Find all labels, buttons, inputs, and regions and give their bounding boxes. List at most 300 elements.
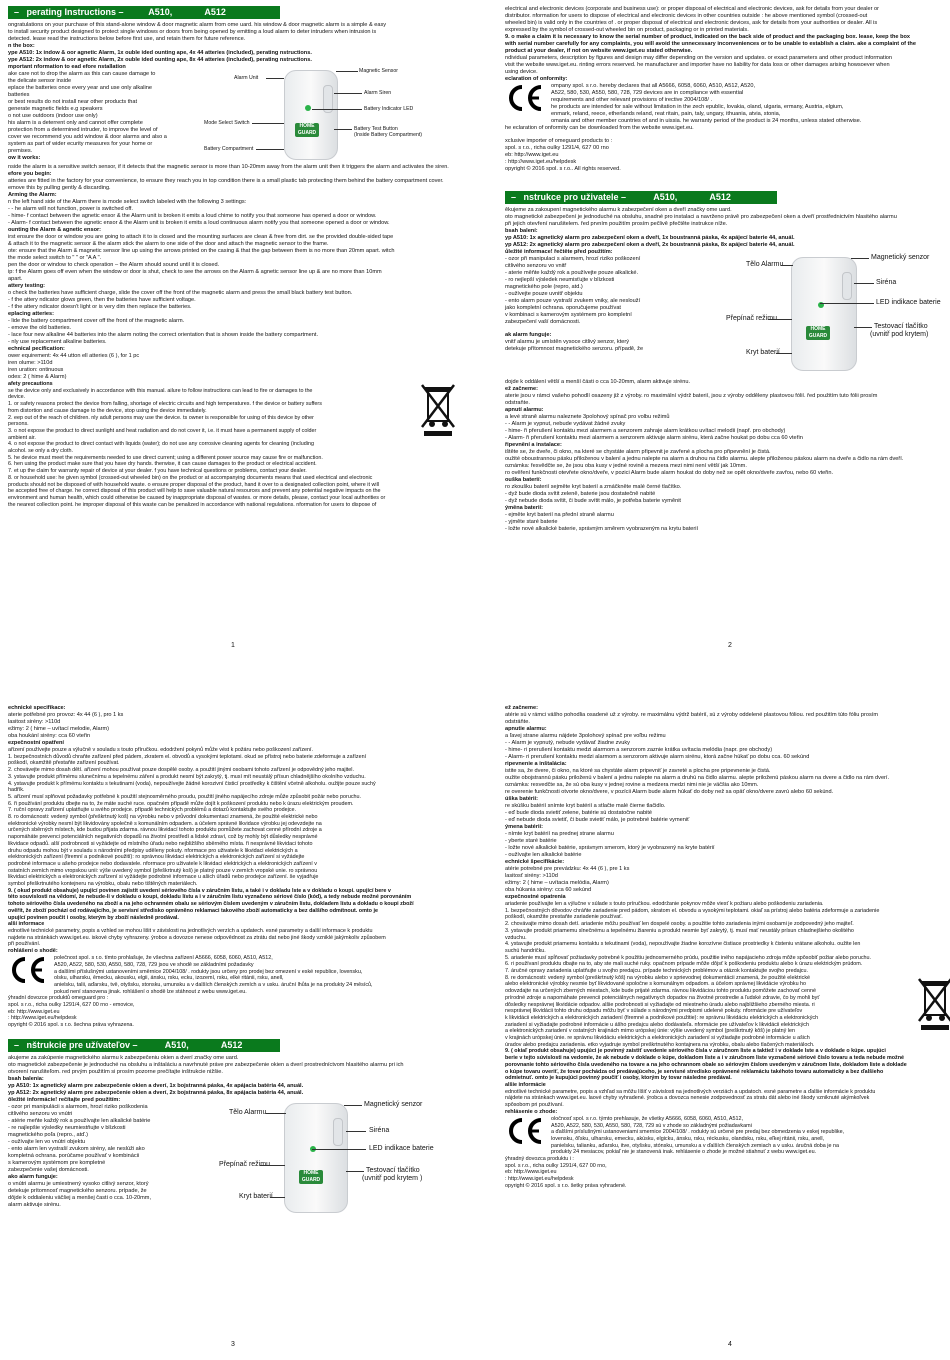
more-line: při používání. — [8, 941, 41, 948]
box-item: yp A510: 1x agnetický alarm pro zabezpečení oken a dveří, 1x boustranná páska, 4x apájecí baterie 44, anuál. — [505, 235, 795, 241]
important-line: his alarm is a deterrent only and cannot offer complete — [8, 120, 143, 126]
intro-line: ongratulations on your purchase of this stand-alone window & door magnetic alarm from ome uard. his window & door magnetic alarm is a simple & easy — [8, 22, 387, 28]
replace-title: ýměna baterií: — [505, 505, 543, 511]
home-guard-logo: HOME GUARD — [299, 1170, 323, 1184]
importer-line: eb: http://www.iget.eu — [8, 1008, 60, 1015]
importer-line: : http://www.iget.eu/helpdesk — [505, 1176, 574, 1183]
safety-line: vzduchu. — [505, 934, 527, 941]
tech-line: ežimy: 2 ( hime – uvítací melodie, Alarm) — [8, 726, 110, 732]
importer-line: opyright © 2016 spol. s r.o.. All rights reserved. — [505, 166, 621, 172]
important-line: - ento alarm pouze vystraší zvukem vniky, ale neslouží — [505, 298, 641, 304]
tech-line: aterie potřebné pro provoz: 4x 44 (6 ), pro 1 ks — [8, 712, 124, 718]
figure-label: Tělo Alarmu — [746, 261, 784, 268]
disposal-line: expressed by the symbol of crossed-out wheeled bin on product, packaging or in printed materials. — [505, 27, 749, 33]
doc-line: polečnost spol. s r.o. tímto prohlašuje, že všechna zařízení A5666, 6058, 6060, A510, A512, — [54, 955, 273, 962]
intro-line: otvorení narušiteľom. red prvým použitím si prosím pozorne prečítajte inštrukcie nižšie. — [8, 1068, 223, 1075]
more-title: alšie informácie — [505, 1081, 546, 1088]
home-guard-logo: HOME GUARD — [295, 123, 319, 137]
important-line: jako kompletní ochrana. oporučujeme používat — [505, 305, 621, 311]
claim-line: odmietnuť. omto je kupujúci povinný poučiť i osoby, ktorým by tovar následne predával. — [505, 1075, 732, 1082]
mounting-line: & attach it to the magnetic sensor & the alarm stick the alarm to one side of the door and attach the magnetic sensor to the frame. — [8, 241, 329, 247]
safety-line: hadřík. — [8, 787, 25, 794]
more-line: nájdete na stránkach www.iget.eu. laové chyby vyhradené. ýrobca a dovozca nenesie zodpovednosť za stratu dát alebo iné škody vzniknuté akýmkoľvek — [505, 1095, 870, 1102]
ce-mark-icon — [505, 1116, 545, 1146]
importer-line: spol. s r.o., richa oulky 1291/4, 627 00 rno - emovice, — [8, 1002, 135, 1009]
arming-line: a ľavej strane alarmu nájdete 3polohový spínač pre voľbu režimu — [505, 733, 666, 739]
important-line: kompletná ochrana. porúčame používať v kombinácii — [8, 1152, 140, 1159]
figure-label: Kryt baterií — [746, 349, 780, 356]
doc-title: eclaration of onformity: — [505, 76, 568, 82]
safety-line: likvidaci elektrických a elektronických zařízení si vyžádejte podrobné informace u ašich úřadů nebo prodejce zařízení. še vyjadřuje — [8, 874, 319, 881]
before-line: odstráňte. — [505, 719, 530, 725]
claim-line: product at your dealer, if not on website www.iget.eu stated otherwise. — [505, 48, 693, 54]
important-line: cover we recommend you add window & door alarms and also a — [8, 134, 167, 140]
safety-line: be accepted free of charge. he correct disposal of this product will help to save valuable natural resources and prevent any potential negative impacts on the — [8, 488, 381, 495]
important-title: mportant nformation to ead efore nstallation — [8, 64, 126, 70]
important-line: ake care not to drop the alarm as this can cause damage to — [8, 71, 156, 77]
tech-line: atérie potrebné pre prevádzku: 4x 44 (6 ), pre 1 ks — [505, 866, 630, 872]
mounting-line: ip: f the Alarm goes off even when the window or door is shut, check to see the arrows on the Alarm & agnetic sensor line up & are no more than 10mm — [8, 269, 382, 275]
home-guard-logo: HOME GUARD — [806, 326, 830, 340]
safety-line: 8. re domácnosti: vedený symbol (preškrtnutý kôš) na výrobku alebo v sprievodnej dokumentácii znamená, že použité elektrické — [505, 974, 811, 981]
replacing-line: - nly use replacement alkaline batteries. — [8, 339, 107, 345]
important-line: generate magnetic fields e.g speakers — [8, 106, 103, 112]
works-line: vnitř alarmu je umístěn vysoce citlivý senzor, který — [505, 339, 630, 345]
safety-line: suchú handričku. — [505, 947, 546, 954]
figure-label: LED indikace baterie — [876, 299, 941, 306]
claim-line: with serial number carefully for any complaints, you will avoid the unnecessary inconveniences or to be unable to establish a claim. ake a complaint of the — [505, 41, 916, 47]
more-line: ednotlivé technické parametry, popis a vzhled se mohou lišit v závislosti na jednotlivých verzích a updatech. esné parametry a další informace k produktu — [8, 927, 373, 934]
replace-line: - yberte staré batérie — [505, 838, 557, 844]
important-line: premises. — [8, 148, 33, 154]
safety-line: druhu odpadu mohou být v souladu s národními předpisy uděleny pokuty. nformace pro uživatele k likvidaci elektrických a — [8, 847, 298, 854]
mounting-line: ro ověření funkčnosti otevřete okno/dveře, v pozici Alarm bude alarm houkat do doby než se opět okno/dveře zavřou, nebo 60 vteřin. — [505, 470, 834, 476]
tech-line: iren uration: ontinuous — [8, 367, 64, 373]
safety-line: ambient air. — [8, 434, 36, 441]
before-text: atteries are fitted in the factory for your convenience, to ensure they reach you in top condition there is a small plastic tab protecting them behind the battery compartment cover. emove this by pulling gently & discarding. — [8, 178, 444, 191]
info-line: visit the website www.iget.eu. rinting errors reserved. he manufacturer and importer have no liability for data loss or other damages arising howsoever when — [505, 62, 890, 68]
doc-line: he products are intended for sale without limitation in the zech epublic, lovakia, oland, ulgaria, ermany, Austria, elgium, — [551, 104, 844, 110]
more-line: ednotlivé technické parametre, popis a vzhľad sa môžu líšiť v závislosti na jednotlivých verziách a updatoch. esné parametre a ďalšie informácie k produktu — [505, 1088, 876, 1095]
safety-line: 5. ařízení musí splňovat požadavky potřebné k použití stejnosměrného proudu, použití jiného napájecího zdroje může způsobit požár nebo poruchu. — [8, 793, 362, 800]
safety-line: ariadenie používajte len a výlučne v súlade s touto príručkou. edodržanie pokynov môže viesť k požiaru alebo poškodeniu zariadenia. — [505, 901, 824, 907]
arming-title: Arming the Alarm: — [8, 192, 57, 198]
safety-line: určených sběrných místech, kde budou přijata zdarma. rávnou likvidací tohoto produktu pomůžete zachovat cenné přírodní zdroje a — [8, 827, 322, 834]
safety-line: 8. ro domácnosti: vedený symbol (přeškrtnutý koš) na výrobku nebo v průvodní dokumentaci znamená, že použité elektrické nebo — [8, 814, 318, 821]
arming-line: - hime- ri prerušení kontaktu medzi alarmom a senzorom zaznie krátka uvítacia melódia (napr. pre obchody) — [505, 747, 773, 753]
tech-title: echnické specifikace: — [8, 705, 66, 711]
claim-line: 9. ( okiaľ produkt obsahuje) upujúci je povinný zaistiť uvedenie sériového čísla v záručnom liste a taktiež i v doklade lste a v doklade o kúpe. upujúci — [505, 1048, 886, 1055]
battery-line: o check the batteries have sufficient charge, slide the cover off the front of the magnetic alarm and press the small black battery test button. — [8, 290, 353, 296]
safety-line: 3. o not expose the product to direct sunlight and heat radiation and do not cover it, i.e. it must have a permanent supply of colder — [8, 427, 317, 434]
before-title: ež začneme: — [505, 386, 538, 392]
mounting-line: oužité oboustrannou pásku přiloženou v balení a jednu nalepte na alarm a druhou na čidlo alarmu. alepte přiloženou páskou alarm na dveře a čidlo na rám dveří. — [505, 456, 904, 462]
works-title: ako alarm funguje: — [8, 1173, 58, 1180]
intro-line: detected. lease read the instructions below before first use, and retain them for future reference. — [8, 36, 246, 42]
safety-line: 5. ariadenie musí spĺňovať požiadavky potrebné k použitiu jednosmerného prúdu, použitie iného napájacieho zdroja môže spôsobiť požiar alebo poruchu. — [505, 954, 872, 961]
section-header-sk: – nštrukcie pre užívateľov – A510, A512 — [8, 1039, 280, 1052]
disposal-line: distributor. nformation for users to dispose of electrical and electronic devices in other countries outside : he above mentioned symbol (crossed-out — [505, 13, 868, 19]
box-title: bsah balení: — [505, 228, 538, 234]
arming-line: n the left hand side of the Alarm there is mode select switch labeled with the following 3 settings: — [8, 199, 247, 205]
manual-page-2 — [505, 6, 950, 651]
safety-line: environment and human health, which could otherwise be caused by inappropriate disposal of wastes. or more details, please, contact your local authorities or — [8, 494, 386, 501]
replace-title: ýmena batérií: — [505, 824, 543, 830]
important-line: - oužívajte len vo vnútri objektu — [8, 1138, 86, 1145]
safety-line: 2. chovávejte mimo dosah dětí. ařízení mohou používat pouze dospělé osoby. a použití jinými osobami tohoto zařízení je odpovědný jeho majitel. — [8, 767, 355, 774]
safety-line: alcohol. se only a dry cloth. — [8, 448, 74, 455]
info-line: using device. — [505, 69, 538, 75]
works-text: nside the alarm is a sensitive switch sensor, if it detects that the magnetic sensor is more than 10-20mm away from the alarm unit then it triggers the alarm and activates the siren. — [8, 164, 449, 170]
works-line: o vnútri alarmu je umiestnený vysoko citlivý senzor, ktorý — [8, 1180, 149, 1187]
importer-line: ýhradní dovozce produktů omeguard pro : — [8, 995, 109, 1002]
figure-label: LED indikace baterie — [369, 1144, 434, 1152]
figure-label: Magnetic Sensor — [359, 68, 398, 74]
works-title: ak alarm funguje: — [505, 332, 552, 338]
importer-line: ýhradný dovozca produktu i : — [505, 1156, 574, 1163]
importer-line: : http://www.iget.eu/helpdesk — [8, 1015, 77, 1022]
works-line: detekuje přítomnost magnetického senzoru. případě, že — [505, 346, 644, 352]
important-line: o not use outdoors (indoor use only) — [8, 113, 98, 119]
box-item: yp A512: 2x agnetický alarm pre zabezpečenie okien a dverí, 2x bojstranná páska, 8x apájacia batéria 44, anuál. — [8, 1089, 304, 1096]
battery-line: - dyž bude dioda svítit zeleně, baterie jsou dostatečně nabité — [505, 491, 656, 497]
battery-line: - f the attery ndicator glows green, then the batteries have sufficient voltage. — [8, 297, 196, 303]
doc-line: A522, 580, 530, A550, 580, 728, 729 devices are in compliance with essential — [551, 90, 744, 96]
battery-test-title: ouška baterií: — [505, 477, 542, 483]
battery-line: - f the attery ndicator doesn't light or is very dim then replace the batteries. — [8, 304, 192, 310]
battery-line: ro zkoušku baterií sejměte kryt baterií a zmáčkněte malé černé tlačítko. — [505, 484, 682, 490]
figure-label: Magnetický senzor — [871, 254, 930, 261]
more-line: najdete na stránkách www.iget.eu. iskové chyby vyhrazeny. ýrobce a dovozce nenese odpovědnost za ztrátu dat nebo jiné škody vzniklé jakýmkoliv způsobem — [8, 934, 386, 941]
safety-line: odovzdajte na určených zberných miestach, kde bude prijaté zdarma. rávnou likvidáciou tohto produktu pomôžete zachovať cenné — [505, 988, 816, 995]
claim-line: porovnanie tohto sériového čísla uvedeného na tovare a na jeho ochrannom obale so sériovým číslom uvedeným v záručnom liste, dokladom liste a doklade — [505, 1061, 907, 1068]
led-indicator-image — [305, 105, 311, 111]
important-title: ôležité informácie! rečítajte pred použitím: — [8, 1096, 121, 1103]
safety-line: k likvidácii elektrických a elektronických zariadení (firemné a podnikové použitie): re správnu likvidáciu elektrických a elektronických — [505, 1014, 819, 1021]
battery-line: re skúšku batérií snímte kryt batérií a stlačte malé čierne tlačidlo. — [505, 803, 666, 809]
manual-page-1 — [8, 6, 458, 651]
figure-label: (uvnitř pod krytem ) — [362, 1174, 423, 1182]
figure-label: (Inside Battery Compartment) — [354, 132, 423, 138]
safety-line: prírodné zdroje a napomáhate prevencii potenciálnych negatívnych dopadov na životné prostredie a ľudské zdravie, čo by mohli byť — [505, 994, 820, 1001]
doc-line: anielsku, talii, aďarsku, tvě, otyšsku, stonsku, umunsku a v dalších členských zemích a v usku. áruční lhůta je na produkty 24 měsíců, — [54, 981, 373, 988]
safety-line: úradov alebo predajcu zariadenia. etko vyjadruje symbol preškrtnutého kontajnera na výrobku, obalu alebo tlačených materiáloch. — [505, 1041, 815, 1048]
figure-label: Přepínač režimu — [726, 315, 777, 322]
safety-line: 1. bezpečnostních důvodů chraňte zařízení před pádem, zkratem el. obvodů a vysokými teplotami. okud se přístroj nebo baterie zdeformuje a zařízení — [8, 753, 367, 760]
box-title: bsah balenia: — [8, 1075, 44, 1082]
arming-title: apnutí alarmu: — [505, 407, 544, 413]
figure-label: Alarm Siren — [364, 90, 392, 96]
claim-line: upující povinen poučit i osoby, kterým by zboží následně prodával. — [8, 914, 179, 921]
replace-line: - yjměte staré baterie — [505, 519, 558, 525]
important-line: citlivého senzoru vo vnitř — [505, 263, 567, 269]
figure-label: Tělo Alarmu — [229, 1108, 267, 1116]
crossed-bin-icon — [418, 381, 458, 437]
doc-line: enmark, reland, reece, etherlands reland, reat ritain, pain, taly, ungary, ithuania, atvia, stonia, — [551, 111, 781, 117]
intro-paragraph — [8, 22, 458, 43]
safety-line: podrobné informace u ašeho prodejce nebo dodavatele. nformace pro uživatele k likvidaci elektrických a elektronických zařízení v — [8, 860, 317, 867]
manual-page-4 — [505, 705, 950, 1350]
figure-label: Přepínač režimu — [219, 1160, 270, 1168]
safety-line: likvidace odpadů. alší podrobnosti si vyžádejte od místního úřadu nebo nejbližšího sběrného místa. ři nesprávné likvidaci tohoto — [8, 840, 313, 847]
safety-line: alebo elektronické výrobky nesmie byť likvidované spoločne s komunálnym odpadom. a účelom správnej likvidácie výrobku ho — [505, 981, 807, 988]
figure-label: Alarm Unit — [234, 75, 259, 81]
important-line: v kombinaci s kamerovým systémem pro kompletní — [505, 312, 632, 318]
safety-line: se the device only and exclusively in accordance with this manual. ailure to follow instructions can lead to fire or damages to the — [8, 387, 313, 394]
replace-line: - ejměte kryt baterií na přední straně alarmu — [505, 512, 614, 518]
safety-line: persons. — [8, 421, 29, 428]
figure-label: (uvnitř pod krytem) — [870, 331, 929, 338]
importer-line: opyright © 2016 spol. s r.o. šechna práva vyhrazena. — [8, 1022, 134, 1029]
box-item: yp A510: 1x agnetický alarm pre zabezpečenie okien a dverí, 1x bojstranná páska, 4x apájacia batéria 44, anuál. — [8, 1082, 304, 1089]
battery-line: - eď bude dioda svietiť zelene, batérie sú dostatočne nabité — [505, 810, 653, 816]
doc-line: ompany spol. s r.o. hereby declares that all A5666, 6058, 6060, A510, A512, A520, — [551, 83, 756, 89]
replacing-line: - lide the battery compartment cover off the front of the magnetic alarm. — [8, 318, 185, 324]
important-line: the delicate sensor inside — [8, 78, 72, 84]
doc-line: a ďalšími príslušnými ustanoveniami smernice 2004/108/ . rodukty sú určené pre predaj bez obmedzenia v eskej republike, — [551, 1129, 845, 1136]
safety-line: 2. chovávajte mimo dosah detí. ariadenie môžu používať len dospelé osoby. a použitie tohto zariadenia inými osobami je zodpovedný jeho majiteľ. — [505, 921, 854, 928]
importer-line: xclusive importer of omeguard products to : — [505, 138, 613, 144]
safety-line: symbol přeškrtnutého kontejneru na výrobku, obalu nebo tištěných materiálech. — [8, 881, 198, 888]
safety-line: elektronických zařízení (firemní a podnikové použití): ro správnou likvidaci elektrických a elektronických zařízení si vyžádejte — [8, 854, 305, 861]
important-line: batteries — [8, 92, 30, 98]
safety-title: ezpečnostní opatření — [8, 740, 64, 746]
safety-line: 7. et up the claim for warranty repair of device at your dealer. f you have technical questions or problems, contact your dealer. — [8, 468, 307, 475]
tech-line: oba houkání sirény: cca 60 vteřin — [8, 733, 91, 739]
ce-mark-icon — [8, 955, 48, 985]
safety-line: poškodí, okamžite prestaňte zariadenie používať. — [505, 914, 623, 921]
tech-line: oba húkania sirény: cca 60 sekúnd — [505, 887, 592, 893]
claim-line: ověřit, že zboží pochází od rodávajícího, je servisní středisko oprávněno reklamaci takového zboží automaticky a bez dalšího odmítnout. omto je — [8, 907, 378, 914]
claim-line: 9. o make a claim it is necessary to know the serial number of product, indicated on the back side of product and the packaging box. lease, keep the box — [505, 34, 911, 40]
mounting-line: irst ensure the door or window you are going to attach it to is closed and the mounting surfaces are clean & free from dirt. se the provided double-sided tape — [8, 234, 394, 240]
claim-line: berie v tejto súvislosti na vedomie, že ak nebude v doklade o kúpe, dokladom liste a i v záručnom liste vyznačené sériové číslo tovaru a teda nebude možné — [505, 1055, 905, 1062]
safety-title: afety precautions — [8, 381, 53, 387]
intro-line: akujeme za zakúpenie magnetického alarmu k zabezpečeniu okien a dverí značky ome uard. — [8, 1054, 239, 1061]
figure-label: Kryt baterií — [239, 1192, 273, 1200]
safety-line: napomáháte prevenci potenciálních negativních dopadů na životní prostředí a lidské zdraví, což by mohly být důsledky nesprávné — [8, 834, 318, 841]
tech-title: echnical pecification: — [8, 346, 65, 352]
safety-line: 6. ři používání produktu dbejte na to, že máte suché ruce. opačném případě může dojít k poškození produktu nebo k úrazu elektrickým proudem. — [8, 800, 354, 807]
doc-line: panielsku, talianku, aďarsku, itve, otyšsku, stónsku, umunsku a v ďalších členských zemiach a v usku. áručná doba je na — [551, 1142, 839, 1149]
important-line: magnetického pole (repro, atd.) — [505, 284, 583, 290]
manual-page-3 — [8, 705, 458, 1350]
importer-line: spol. s r.o., richa oulky 1291/4, 627 00 rno — [505, 145, 609, 151]
alarm-device-image — [791, 257, 857, 371]
mounting-line: the mode select switch to " " or "A A ". — [8, 255, 102, 261]
figure-label: Battery Indicator LED — [364, 106, 414, 112]
tech-line: lasitosť sirény: >110d — [505, 873, 558, 879]
doc-line: produkty 24 mesiacov, pokiaľ nie je stanovená inak. rehlásenie o zhode je možné stiahnuť z webu www.iget.eu. — [551, 1149, 817, 1156]
doc-line: he eclaration of onformity can be downloaded from the website www.iget.eu. — [505, 125, 694, 131]
magnetic-sensor-image — [842, 272, 852, 300]
mounting-line: apart. — [8, 276, 23, 282]
figure-label: Battery Test Button — [354, 126, 398, 132]
mounting-title: ounting the Alarm & agnetic ensor: — [8, 227, 102, 233]
ce-mark-icon — [505, 83, 545, 113]
before-title: efore you begin: — [8, 171, 52, 177]
mounting-line: ištěte se, že dveře, či okno, na které se chystáte alarm připevnit je zavřené a plocha pro připevnění je čistá. — [505, 449, 771, 455]
replacing-line: - lace four new alkaline 44 batteries into the alarm noting the correct orientation that is shown inside the battery compartment. — [8, 332, 318, 338]
mounting-title: řipevnění a instalace: — [505, 442, 562, 448]
replacing-line: - emove the old batteries. — [8, 325, 72, 331]
mounting-line: istite sa, že dvere, či okno, na ktoré sa chystáte alarm pripevniť je zavreté a plocha pre pripevnenie je čistá. — [505, 768, 771, 774]
figure-label: Mode Select Switch — [204, 120, 250, 126]
figure-label: Testovací tlačítko — [366, 1166, 420, 1174]
importer-line: eb: http://www.iget.eu — [505, 152, 559, 158]
important-line: s kamerovým systémom pre kompletné — [8, 1159, 106, 1166]
product-figure — [184, 1097, 444, 1221]
importer-line: spol. s r.o., richa oulky 1291/4, 627 00 rno, — [505, 1162, 607, 1169]
before-line: atérie sú v rámci vášho pohodlia osadené už z výroby. re maximálnu výdrž batérií, sú z výroby oddelené plastovou fóliou. red použitím túto fóliu prosím — [505, 712, 878, 718]
safety-line: nesprávnej likvidácii tohto druhu odpadu môžu byť v súlade s národnými predpismi udelené pokuty. nformácie pre užívateľov — [505, 1008, 803, 1015]
safety-line: 3. ystavujte produkt priamemu slnečnému a tepelnému žiareniu a produkt nesmie byť zakrytý, tj. musí mať neustály prísun chladnejšieho okolitého — [505, 927, 854, 934]
alarm-device-image — [284, 70, 338, 160]
safety-line: 1. bezpečnostných dôvodov chráňte zariadenie pred pádom, skratom el. obvodu a vysokými teplotami. okiaľ sa prístroj alebo batéria zdeformuje a zariadenie — [505, 907, 880, 914]
safety-line: 6. ri používaní produktu dbajte na to, aby ste mali suché ruky. opačnom prípade môže dôjsť k poškodeniu produktu alebo k úrazu elektrickým prúdom. — [505, 961, 863, 968]
replace-line: - nímte kryt batérií na prednej strane alarmu — [505, 831, 614, 837]
important-line: or best results do not install near other products that — [8, 99, 138, 105]
safety-line: zariadení si vyžiadajte podrobné informácie u ášho predajcu alebo dodávateľa. nformácie pre užívateľov k likvidácii elektrických — [505, 1021, 809, 1028]
safety-line: elektronické výrobky nesmí být likvidovány společně s komunálním odpadem. a účelem správné likvidace výrobku jej odevzdejte na — [8, 820, 322, 827]
box-item: yp A512: 2x agnetický alarm pro zabezpečení oken a dveří, 2x boustranná páska, 8x apájecí baterie 44, anuál. — [505, 242, 795, 248]
important-line: zabezpečenie vašej domácnosti. — [8, 1166, 89, 1173]
battery-test-title: attery testing: — [8, 283, 45, 289]
safety-line: ařízení používejte pouze a výlučně v souladu s touto příručkou. edodržení pokynů může vést k požáru nebo poškození zařízení. — [8, 747, 314, 753]
tech-line: ower equirement: 4x 44 utton ell atteries (6 ), for 1 pc — [8, 353, 140, 359]
battery-test-title: úška batérií: — [505, 796, 538, 802]
safety-line: 2. eep out of the reach of children. nly adult persons may use the device. ts owner is responsible for using of this device by other — [8, 414, 314, 421]
more-title: alší informace — [8, 921, 45, 928]
mounting-title: ripevnenie a inštalácia: — [505, 761, 567, 767]
safety-line: 7. ruční opravy zařízení uplatňujte u svého prodejce. případě technických problémů a dotazů kontaktujte svého prodejce. — [8, 807, 296, 814]
claim-line: 9. ( okud produkt obsahuje) upující povinen zajistit uvedení sériového čísla v záručním listu, a také i v dokladu lste a v dokladu o koupi. upující bere v — [8, 887, 391, 894]
magnetic-sensor-image — [333, 1118, 343, 1146]
before-line: odstraňte. — [505, 400, 530, 406]
safety-line: 8. or household use: he given symbol (crossed-out wheeled bin) on the product or at accompanying documents means that used electrical and electronic — [8, 474, 373, 481]
safety-line: from distortion and cause damage to the device, stop using the device immediately. — [8, 407, 207, 414]
works-line: dôjde k oddialeniu väčšej a menšej časti o cca. 10-20mm, — [8, 1194, 152, 1201]
intro-line: oto magnetické zabezpečení je jednoduché na obsluhu, snadné pro instalaci a navrženo právě pro zabezpečení oken a dveří prostřednictvím hlasitého alarmu — [505, 214, 897, 220]
replacing-title: eplacing atteries: — [8, 311, 55, 317]
mounting-line: re overenie funkčnosti otvorte okno/dvere, v pozícii Alarm bude alarm húkať do doby než sa opäť okno/dvere zavrú alebo 60 sekúnd. — [505, 789, 834, 795]
figure-label: Battery Compartment — [204, 146, 254, 152]
safety-line: 4. o not expose the product to direct contact with liquids (water); do not use any corrosive cleaning agents for cleaning (including — [8, 441, 314, 448]
tech-title: echnické špecifikácie: — [505, 859, 565, 865]
arming-line: - - Alarm je vypnutý, nebude vydávať žiadne zvuky — [505, 740, 630, 746]
replace-line: - ložte nové alkalické baterie, správným směrem vyobrazeným na krytu baterií — [505, 526, 699, 532]
arming-line: - hime- ři přerušení kontaktu mezi alarmem a senzorem zahraje alarm krátkou uvítací melodii (např. pro obchody) — [505, 428, 786, 434]
important-line: citlivého senzoru vo vnútri — [8, 1110, 73, 1117]
mounting-line: oznámka: resvedčte sa, že sú oba kusy v jednej rovine a medzera medzi nimi nie je väčšia ako 10mm. — [505, 782, 759, 788]
mounting-line: ote: ensure that the Alarm & magnetic sensor line up using the arrows printed on the casing & that the gap between them is no more than 20mm apart. witch — [8, 248, 395, 254]
claim-line: tohoto sériového čísla uvedeného na zboží a na jeho ochranném obalu se sériovým číslem uvedeným v záručním listu, dokladem lístu a dokladu o koupi zboží — [8, 901, 414, 908]
importer-line: : http://www.iget.eu/helpdesk — [505, 159, 577, 165]
arming-line: - Alarm- ri prerušení kontaktu medzi alarmom a senzorom aktivuje alarm sirénu, ktorá začne húkať po dobu cca. 60 sekúnd — [505, 754, 810, 760]
safety-title: ezpečnostné opatrenia — [505, 894, 566, 900]
box-item: ype A512: 2x indow & oor agnetic Alarm, 2x ouble ided ounting ape, 8x 44 atteries (included), perating nstructions. — [8, 57, 312, 63]
doc-line: pokud není stanovena jinak. rohlášení o shodě lze stáhnout z webu www.iget.eu. — [54, 988, 247, 995]
figure-label: Siréna — [876, 279, 897, 286]
figure-label: Magnetický senzor — [364, 1100, 423, 1108]
figure-label: Siréna — [369, 1126, 390, 1134]
safety-line: ostatních zemích mimo vropskou unii: výše uvedený symbol (přeškrtnutý koš) je platný pouze v zemích vropské unie. ro správnou — [8, 867, 318, 874]
intro-line: ěkujeme za zakoupení magnetického alarmu k zabezpečení oken a dveří značky ome uard. — [505, 207, 732, 213]
page-number: 3 — [231, 1341, 235, 1348]
mounting-line: oužite obojstrannú pásku priloženú v balení a jednu nalepte na alarm a druhú na čidlo alarmu. alepte priloženú páskou alarm na dvere a čidlo na rám dverí. — [505, 775, 890, 781]
arming-line: - - Alarm je vypnut, nebude vydávat žádné zvuky — [505, 421, 626, 427]
claim-line: o kúpe tovaru overiť, že tovar pochádza od predávajúceho, je servisné stredisko oprávnené reklamáciu takéhoto tovaru automaticky a bez ďalšieho — [505, 1068, 884, 1075]
doc-line: requirements and other relevant provisions of irective 2004/108/ . — [551, 97, 713, 103]
page-number: 1 — [231, 642, 235, 649]
important-line: - re najlepšie výsledky neumiestňujte v blízkosti — [8, 1124, 126, 1131]
important-line: - aterie měňte každý rok a používejte pouze alkalické. — [505, 270, 639, 276]
battery-line: - dyž nebude dioda svítit, či bude svítit málo, je potřeba baterie vyměnit — [505, 498, 681, 504]
important-line: - ro nejlepší výsledek neumisťujte v blízkosti — [505, 277, 615, 283]
doc-line: oločnosť spol. s r.o. týmto prehlasuje, že všetky A5666, 6058, 6060, A510, A512, — [551, 1115, 744, 1122]
doc-line: A520, A522, 580, 530, A550, 580, 728, 729 sú v zhode so základnými požiadavkami — [551, 1122, 752, 1129]
doc-line: A520, A522, 580, 530, A550, 580, 728, 729 jsou ve shodě se základními požadavky — [54, 961, 254, 968]
safety-line: 1. or safety reasons protect the device from falling, shortage of electric circuits and high temperatures. f the device or battery suffers — [8, 401, 322, 408]
doc-line: olsku, ulharsku, ěmecku, akousku, elgii, ánsku, rsku, ecku, izozemí, rsku, elké ritánii, rsku, anell, — [54, 975, 284, 982]
page-number: 4 — [728, 1341, 732, 1348]
important-line: - ozor při manipulaci s alarmem, hrozí riziko poškození — [505, 256, 641, 262]
replace-line: - ložte nové alkalické batérie, správnym smerom, ktorý je vyobrazený na kryte batérií — [505, 845, 715, 851]
important-line: system as part of wider ecurity measures for your home or — [8, 141, 153, 147]
works-line: dojde k oddálení větší a menší části o cca 10-20mm, alarm aktivuje sirénu. — [505, 379, 690, 385]
page-number: 2 — [728, 642, 732, 649]
intro-line: při jejich otevření narušitelem. řed prvním použitím prosím pečlivě přečtěte instrukce níže. — [505, 221, 728, 227]
figure-label: Testovací tlačítko — [874, 323, 928, 330]
crossed-bin-icon — [915, 975, 950, 1031]
arming-line: - Alarm- ři přerušení kontaktu mezi alarmem a senzorem aktivuje alarm sirénu, která začne houkat po dobu cca 60 vteřin — [505, 435, 803, 441]
safety-line: 5. he device must meet the requirements needed to use direct current; using a different power source may cause fire or malfunction. — [8, 454, 323, 461]
important-line: magnetického poľa (repro., atď.) — [8, 1131, 89, 1138]
safety-line: 6. hen using the product make sure that you have dry hands. therwise, it can cause damages to the product or electrical accident. — [8, 461, 317, 468]
important-line: - atérie meňte každý rok a používajte len alkalické batérie — [8, 1117, 151, 1124]
mounting-line: pen the door or window to check operation – the Alarm should sound until it is closed. — [8, 262, 220, 268]
section-header-en: – perating Instructions – A510, A512 — [8, 6, 280, 19]
important-line: eplace the batteries once every year and use only alkaline — [8, 85, 152, 91]
safety-line: v krajinách urópskej únie. re správnu likvidáciu elektrických a elektronických zariadení si vyžiadajte podrobné informácie u ašich — [505, 1035, 810, 1042]
important-line: - ozor pri manipulácii s alarmom, hrozí riziko poškodenia — [8, 1103, 148, 1110]
before-line: aterie jsou v rámci vašeho pohodlí osazeny již z výroby. ro maximální výdrž baterií, jsou z výroby odděleny plastovou fólií. řed použitím tuto fólii prosím — [505, 393, 878, 399]
intro-line: oto magnetické zabezpečenie je jednoduché na obsluhu a inštaláciu a navrhnuté práve pre zabezpečenie okien a dverí prostredníctvom hlasitého alarmu pri ich — [8, 1061, 404, 1068]
doc-title: rehlásenie o zhode: — [505, 1108, 558, 1115]
important-line: protection from a determined intruder, to improve the level of — [8, 127, 158, 133]
product-figure — [686, 249, 946, 379]
safety-line: poškodí, okamžitě přestaňte zařízení používat. — [8, 760, 120, 767]
arming-line: - hime- f contact between the agnetic ensor & the Alarm unit is broken it emits a loud chime to notify you that someone has opened a door or window. — [8, 213, 377, 219]
safety-line: 7. áručné opravy zariadenia uplatňujte u svojho predajcu. prípade technických problémov a otázok kontaktujte svojho predajcu. — [505, 968, 808, 975]
doc-title: rohlášení o shodě: — [8, 948, 58, 955]
info-line: ndividual parameters, description by figures and design may differ depending on the version and updates. or exact parameters and other product information — [505, 55, 893, 61]
arming-line: a levé straně alarmu naleznete 3polohový spínač pro volbu režimů — [505, 414, 670, 420]
before-title: ež začneme: — [505, 705, 538, 711]
tech-line: iren olume: >110d — [8, 360, 53, 366]
tech-line: ežimy: 2 ( hime – uvítacia melódia, Alarm) — [505, 880, 609, 886]
important-line: - ento alarm len vystraší zvukom sirény, ale neslúži ako — [8, 1145, 145, 1152]
safety-line: 4. ystavujte produkt k přímému kontaktu s tekutinami (voda), nepoužívejte žádné korozivní čisticí prostředky k čištění včetně alkoholu. oužijte pouze suchý — [8, 780, 376, 787]
box-title: n the box: — [8, 43, 35, 49]
product-figure — [204, 64, 444, 164]
arming-line: - Alarm- f contact between the agnetic ensor & the Alarm unit is broken it emits a loud continuous alarm notify you that someone opened a door or window. — [8, 220, 390, 226]
safety-line: 4. ystavujte produkt priamemu kontaktu s tekutinami (voda), nepoužívajte žiadne korozívne čistiace prostriedky k čisteniu vrátane alkoholu. oužite len — [505, 941, 861, 948]
alarm-device-image — [284, 1103, 348, 1213]
importer-line: eb: http://www.iget.eu — [505, 1169, 557, 1176]
intro-line: to install security product designed to protect single windows or doors from being opened by emitting a loud alarm to deter intruders when intrusion is — [8, 29, 377, 35]
important-line: - oužívejte pouze uvnitř objektu — [505, 291, 583, 297]
